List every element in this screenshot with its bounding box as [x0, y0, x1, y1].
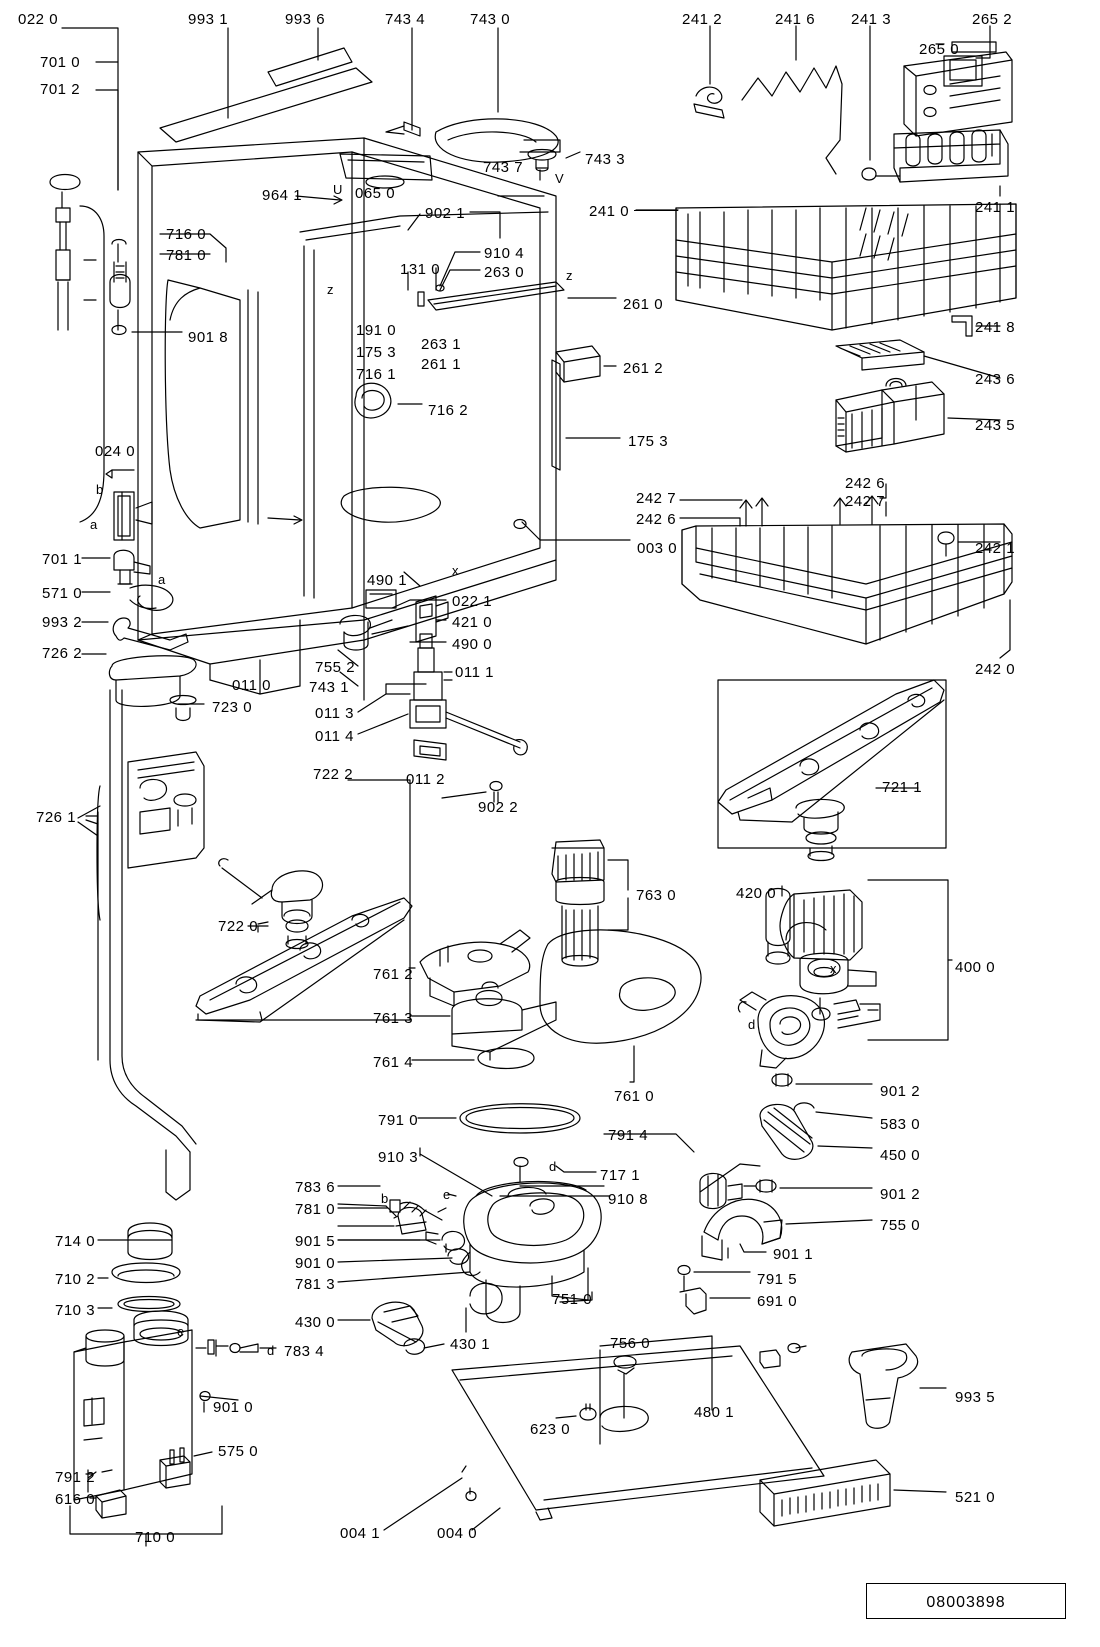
- part-number-label: 011 1: [455, 664, 494, 681]
- part-number-label: 420 0: [736, 885, 777, 902]
- part-number-label: 242 1: [975, 540, 1016, 557]
- part-number-label: 743 0: [470, 11, 511, 28]
- part-number-label: 763 0: [636, 887, 677, 904]
- part-number-label: 901 5: [295, 1233, 336, 1250]
- part-number-label: 902 2: [478, 799, 519, 816]
- part-number-label: 024 0: [95, 443, 136, 460]
- part-number-label: 400 0: [955, 959, 996, 976]
- part-number-label: 583 0: [880, 1116, 921, 1133]
- part-number-label: 755 0: [880, 1217, 921, 1234]
- part-number-label: 791 4: [608, 1127, 649, 1144]
- part-number-label: d: [267, 1343, 275, 1358]
- part-number-label: 242 6: [636, 511, 677, 528]
- part-number-label: 265 0: [919, 41, 960, 58]
- part-number-label: 263 1: [421, 336, 462, 353]
- part-number-label: 791 0: [378, 1112, 419, 1129]
- part-number-label: 756 0: [610, 1335, 651, 1352]
- drawing-number-box: [866, 1583, 1066, 1619]
- part-number-label: 710 2: [55, 1271, 96, 1288]
- part-number-label: e: [443, 1187, 451, 1202]
- drawing-number: 08003898: [926, 1594, 1006, 1611]
- part-number-label: 242 0: [975, 661, 1016, 678]
- part-number-label: 710 0: [135, 1529, 176, 1546]
- part-number-label: 717 1: [600, 1167, 641, 1184]
- part-number-label: 791 5: [757, 1271, 798, 1288]
- part-number-label: 261 1: [421, 356, 462, 373]
- part-number-label: 242 7: [636, 490, 677, 507]
- part-number-label: 901 0: [213, 1399, 254, 1416]
- part-number-label: 131 0: [400, 261, 441, 278]
- part-number-label: 430 1: [450, 1336, 491, 1353]
- part-number-label: 964 1: [262, 187, 303, 204]
- part-number-label: 910 3: [378, 1149, 419, 1166]
- part-number-label: 701 1: [42, 551, 83, 568]
- part-number-label: 901 0: [295, 1255, 336, 1272]
- part-number-label: 781 3: [295, 1276, 336, 1293]
- part-number-label: 242 6: [845, 475, 886, 492]
- part-number-label: 616 0: [55, 1491, 96, 1508]
- part-number-label: 761 0: [614, 1088, 655, 1105]
- part-number-label: 721 1: [882, 779, 923, 796]
- part-number-label: 004 1: [340, 1525, 381, 1542]
- part-number-label: x: [830, 961, 837, 976]
- part-number-label: 781 0: [295, 1201, 336, 1218]
- part-number-label: a: [158, 572, 166, 587]
- part-number-label: 791 2: [55, 1469, 96, 1486]
- part-number-label: 241 3: [851, 11, 892, 28]
- part-number-label: 722 0: [218, 918, 259, 935]
- part-number-label: 571 0: [42, 585, 83, 602]
- part-number-label: b: [96, 482, 104, 497]
- part-number-label: 716 2: [428, 402, 469, 419]
- part-number-label: 243 5: [975, 417, 1016, 434]
- part-number-label: 902 1: [425, 205, 466, 222]
- part-number-label: 241 6: [775, 11, 816, 28]
- part-number-label: 261 0: [623, 296, 664, 313]
- part-number-label: b: [381, 1191, 389, 1206]
- part-number-label: 003 0: [637, 540, 678, 557]
- part-number-label: 781 0: [166, 247, 207, 264]
- part-number-label: 761 4: [373, 1054, 414, 1071]
- part-number-label: 011 4: [315, 728, 354, 745]
- part-number-label: 743 3: [585, 151, 626, 168]
- part-number-label: 910 4: [484, 245, 525, 262]
- part-number-label: 022 0: [18, 11, 59, 28]
- part-number-label: 175 3: [356, 344, 397, 361]
- part-number-label: z: [566, 268, 573, 283]
- part-number-label: 011 2: [406, 771, 445, 788]
- part-number-label: 993 1: [188, 11, 229, 28]
- part-number-label: 751 0: [552, 1291, 593, 1308]
- part-number-label: 480 1: [694, 1404, 735, 1421]
- part-number-label: 490 1: [367, 572, 408, 589]
- part-number-label: e: [177, 1324, 185, 1339]
- part-number-label: 241 8: [975, 319, 1016, 336]
- part-number-label: 743 7: [483, 159, 524, 176]
- part-number-label: 726 2: [42, 645, 83, 662]
- part-number-label: 430 0: [295, 1314, 336, 1331]
- part-number-label: 421 0: [452, 614, 493, 631]
- part-number-label: 901 1: [773, 1246, 814, 1263]
- part-number-label: 701 2: [40, 81, 81, 98]
- part-number-label: 993 2: [42, 614, 83, 631]
- part-number-label: 726 1: [36, 809, 77, 826]
- part-number-label: 241 1: [975, 199, 1016, 216]
- part-number-label: 722 2: [313, 766, 354, 783]
- part-number-label: 701 0: [40, 54, 81, 71]
- part-number-label: 022 1: [452, 593, 493, 610]
- part-number-label: 004 0: [437, 1525, 478, 1542]
- part-number-label: 901 2: [880, 1186, 921, 1203]
- part-number-label: 623 0: [530, 1421, 571, 1438]
- part-number-label: 783 4: [284, 1343, 325, 1360]
- part-number-label: 691 0: [757, 1293, 798, 1310]
- part-number-label: x: [452, 563, 459, 578]
- part-number-label: 901 2: [880, 1083, 921, 1100]
- part-number-label: a: [90, 517, 98, 532]
- part-number-label: z: [327, 282, 334, 297]
- part-number-label: 263 0: [484, 264, 525, 281]
- part-number-label: 011 0: [232, 677, 271, 694]
- part-number-label: 723 0: [212, 699, 253, 716]
- part-number-label: 261 2: [623, 360, 664, 377]
- part-number-label: 901 8: [188, 329, 229, 346]
- part-number-label: 065 0: [355, 185, 396, 202]
- part-number-label: 191 0: [356, 322, 397, 339]
- part-number-label: d: [748, 1017, 756, 1032]
- part-number-label: 490 0: [452, 636, 493, 653]
- part-number-label: 265 2: [972, 11, 1013, 28]
- part-number-label: 521 0: [955, 1489, 996, 1506]
- part-number-label: 993 6: [285, 11, 326, 28]
- part-number-label: 755 2: [315, 659, 356, 676]
- part-number-label: 910 8: [608, 1191, 649, 1208]
- part-number-label: 450 0: [880, 1147, 921, 1164]
- leader-241-0: [634, 210, 678, 211]
- part-number-label: 714 0: [55, 1233, 96, 1250]
- part-number-label: V: [555, 171, 565, 186]
- part-number-label: 783 6: [295, 1179, 336, 1196]
- part-number-label: 241 0: [589, 203, 630, 220]
- part-number-label: 716 1: [356, 366, 397, 383]
- part-number-label: d: [549, 1159, 557, 1174]
- part-number-label: 761 3: [373, 1010, 414, 1027]
- part-number-label: 243 6: [975, 371, 1016, 388]
- part-number-label: 761 2: [373, 966, 414, 983]
- part-number-label: 743 4: [385, 11, 426, 28]
- part-number-label: 011 3: [315, 705, 354, 722]
- part-number-label: 175 3: [628, 433, 669, 450]
- part-number-label: U: [333, 182, 343, 197]
- part-number-label: 716 0: [166, 226, 207, 243]
- part-number-label: 993 5: [955, 1389, 996, 1406]
- part-number-label: 242 7: [845, 493, 886, 510]
- part-number-label: 710 3: [55, 1302, 96, 1319]
- part-number-label: 743 1: [309, 679, 350, 696]
- part-number-label: 241 2: [682, 11, 723, 28]
- part-number-label: 575 0: [218, 1443, 259, 1460]
